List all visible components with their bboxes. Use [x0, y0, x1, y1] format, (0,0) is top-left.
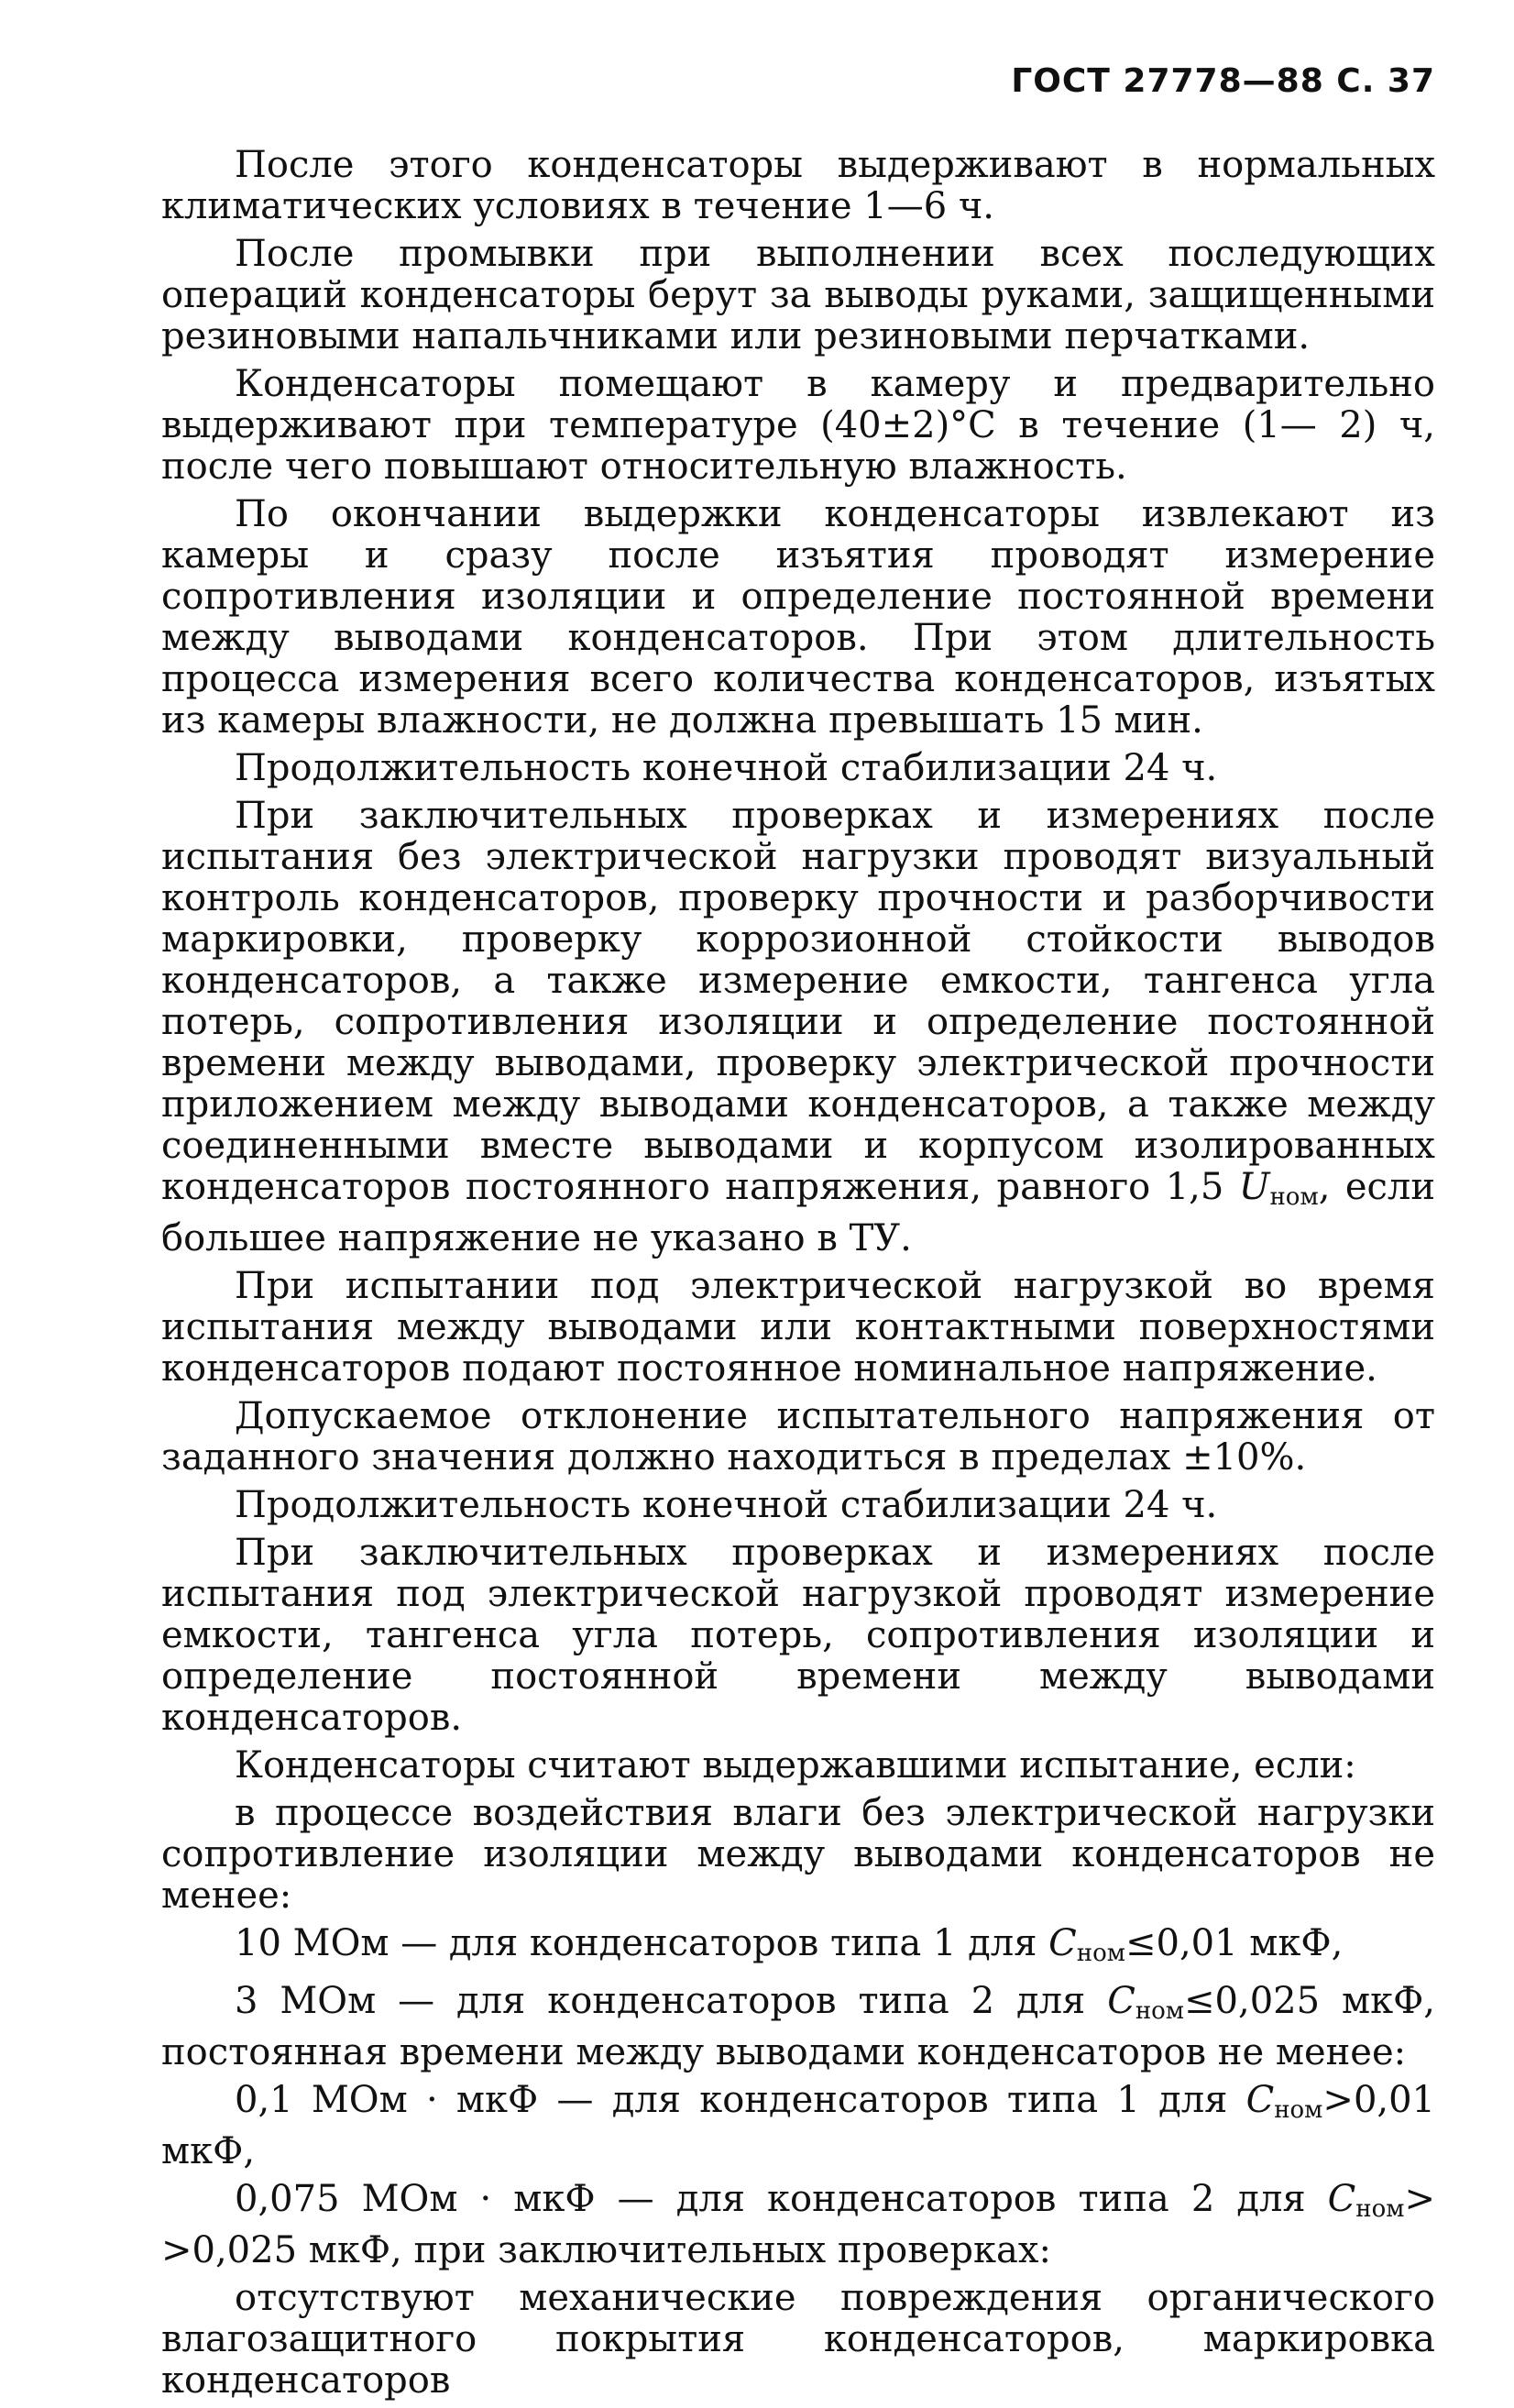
text-run: , если большее напряжение не указано в ТУ.	[161, 1166, 1435, 1259]
text-run: 10 МОм — для конденсаторов типа 1 для	[235, 1922, 1049, 1964]
symbol: C	[1107, 1980, 1136, 2022]
requirement-item	[161, 1981, 1435, 2073]
paragraph: отсутствуют механические повреждения органического влагозащитного покрытия конденсаторов, маркировка конденсаторов	[161, 2277, 1435, 2402]
subscript: ном	[1135, 1997, 1185, 2025]
subscript: ном	[1076, 1940, 1125, 1967]
page-header: ГОСТ 27778—88 С. 37	[1011, 62, 1435, 100]
paragraph: После промывки при выполнении всех последующих операций конденсаторы берут за выводы руками, защищенными резиновыми напальчниками или резиновыми перчатками.	[161, 233, 1435, 357]
subscript: ном	[1269, 1183, 1319, 1211]
symbol: C	[1048, 1922, 1077, 1964]
paragraph: По окончании выдержки конденсаторы извлекают из камеры и сразу после изъятия проводят измерение сопротивления изоляции и определение постоянной времени между выводами конденсаторов. При этом длительность процесса измерения всего количества конденсаторов, изъятых из камеры влажности, не должна превышать 15 мин.	[161, 493, 1435, 742]
subscript: ном	[1274, 2096, 1323, 2124]
text-run: ≤0,01 мкФ,	[1125, 1922, 1344, 1964]
paragraph: Продолжительность конечной стабилизации 24 ч.	[235, 1484, 1218, 1526]
paragraph: После этого конденсаторы выдерживают в нормальных климатических условиях в течение 1—6 ч.	[161, 144, 1435, 227]
text-run: 3 МОм — для конденсаторов типа 2 для	[235, 1980, 1108, 2022]
symbol: C	[1245, 2079, 1275, 2121]
paragraph: При заключительных проверках и измерениях после испытания под электрической нагрузкой проводят измерение емкости, тангенса угла потерь, сопротивления изоляции и определение постоянной времени между выводами конденсаторов.	[161, 1532, 1435, 1739]
text-run: ≤0,025 мкФ, постоянная времени между выводами конденсаторов не менее:	[161, 1980, 1435, 2073]
symbol: C	[1327, 2178, 1356, 2220]
paragraph: Конденсаторы считают выдержавшими испытание, если:	[235, 1744, 1356, 1787]
text-run: 0,1 МОм · мкФ — для конденсаторов типа 1 для	[235, 2079, 1246, 2121]
paragraph: Конденсаторы помещают в камеру и предварительно выдерживают при температуре (40±2)°С в течение (1— 2) ч, после чего повышают относительную влажность.	[161, 363, 1435, 488]
requirement-item	[161, 2179, 1435, 2271]
paragraph: в процессе воздействия влаги без электрической нагрузки сопротивление изоляции между выводами конденсаторов не менее:	[161, 1792, 1435, 1917]
symbol: U	[1238, 1166, 1270, 1208]
paragraph-final-checks	[161, 796, 1435, 1259]
requirement-item	[161, 2080, 1435, 2172]
text-run: При заключительных проверках и измерениях после испытания без электрической нагрузки проводят визуальный контроль конденсаторов, проверку прочности и разборчивости маркировки, проверку коррозионной стойкости выводов конденсаторов, а также измерение емкости, тангенса угла потерь, сопротивления изоляции и определение постоянной времени между выводами, проверку электрической прочности приложением между выводами конденсаторов, а также между соединенными вместе выводами и корпусом изолированных конденсаторов постоянного напряжения, равного 1,5	[161, 795, 1435, 1208]
requirement-item	[161, 1923, 1435, 1974]
text-run: >0,01 мкФ,	[161, 2079, 1435, 2172]
paragraph: Допускаемое отклонение испытательного напряжения от заданного значения должно находиться в пределах ±10%.	[161, 1395, 1435, 1479]
text-run: > >0,025 мкФ, при заключительных проверках:	[161, 2178, 1435, 2271]
document-body	[161, 145, 1435, 2408]
paragraph: При испытании под электрической нагрузкой во время испытания между выводами или контактными поверхностями конденсаторов подают постоянное номинальное напряжение.	[161, 1265, 1435, 1390]
paragraph: Продолжительность конечной стабилизации 24 ч.	[235, 747, 1218, 789]
subscript: ном	[1355, 2195, 1405, 2223]
text-run: 0,075 МОм · мкФ — для конденсаторов типа 2 для	[235, 2178, 1328, 2220]
